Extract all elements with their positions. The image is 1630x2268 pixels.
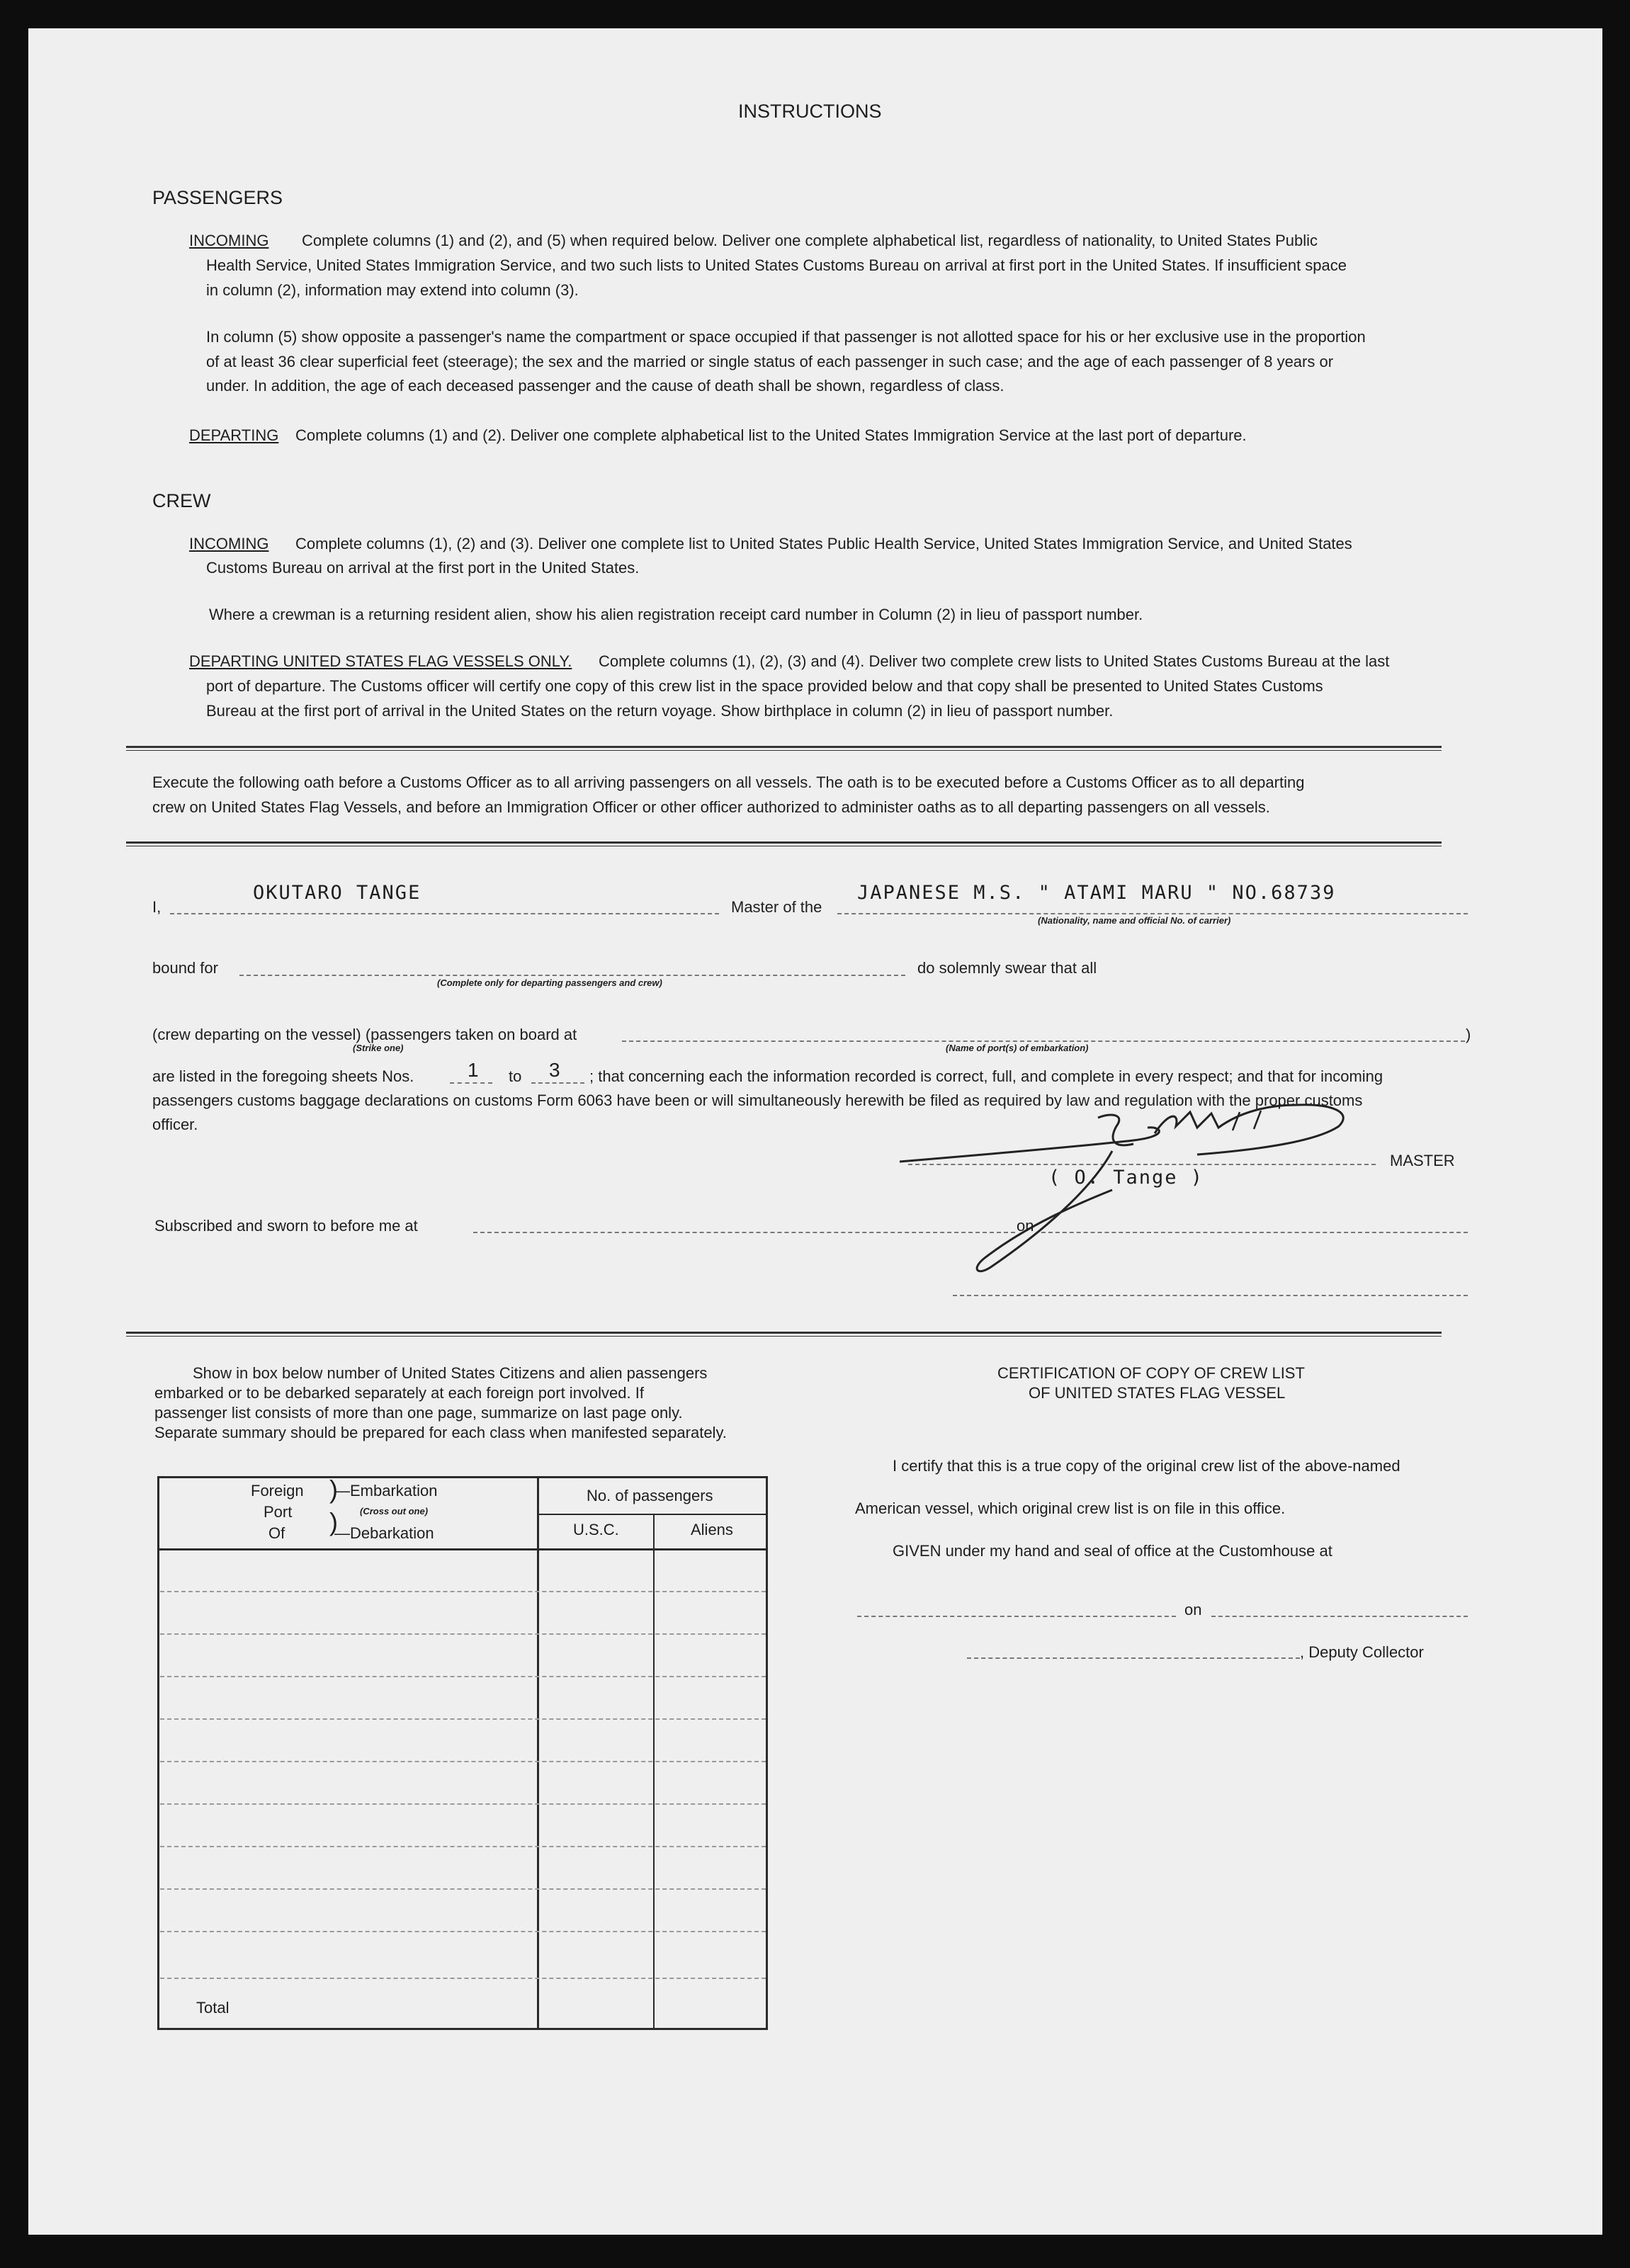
passengers-departing-text: Complete columns (1) and (2). Deliver one complete alphabetical list to the United States Immigration Service at the last port of departure.: [295, 426, 1247, 444]
bound-for-label: bound for: [152, 959, 218, 977]
crew-incoming-line: Customs Bureau on arrival at the first port in the United States.: [206, 559, 640, 577]
vessel-value: JAPANESE M.S. " ATAMI MARU " NO.68739: [857, 882, 1336, 904]
crew-departing-label: DEPARTING UNITED STATES FLAG VESSELS ONLY.: [189, 652, 572, 670]
strike-caption: (Strike one): [353, 1043, 404, 1053]
table-divider: [537, 1476, 539, 2030]
foreign-label: Foreign: [251, 1482, 304, 1499]
table-divider: [537, 1514, 768, 1515]
debarkation-label: —Debarkation: [334, 1524, 434, 1542]
brace-bottom: ): [329, 1507, 338, 1536]
certification-date-field[interactable]: [1211, 1616, 1468, 1617]
subscribed-date-field[interactable]: [1041, 1232, 1468, 1233]
to-label: to: [509, 1067, 522, 1085]
port-label: Port: [264, 1503, 293, 1521]
passengers-heading: PASSENGERS: [152, 187, 283, 208]
table-row[interactable]: [160, 1931, 766, 1932]
passengers-column5-line: under. In addition, the age of each deceased passenger and the cause of death shall be shown, regardless of class.: [206, 377, 1004, 395]
passengers-incoming-label: INCOMING: [189, 232, 269, 249]
listed-suffix: ; that concerning each the information recorded is correct, full, and complete in every respect; and that for incoming: [589, 1067, 1383, 1085]
table-row[interactable]: [160, 1803, 766, 1805]
section-rule: [126, 1332, 1442, 1337]
summary-instructions: Separate summary should be prepared for each class when manifested separately.: [154, 1424, 727, 1441]
certification-line: GIVEN under my hand and seal of office at the Customhouse at: [893, 1542, 1332, 1560]
passengers-column5-line: In column (5) show opposite a passenger's name the compartment or space occupied if that passenger is not allotted space for his or her exclusive use in the proportion: [206, 328, 1366, 346]
embarkation-port-field[interactable]: [622, 1041, 1465, 1042]
passenger-summary-table: [157, 1476, 768, 2030]
table-header-rule: [157, 1548, 768, 1550]
table-row[interactable]: [160, 1718, 766, 1720]
crew-incoming-line: Complete columns (1), (2) and (3). Deliver one complete list to United States Public Health Service, United States Immigration Service, and United States: [295, 535, 1352, 552]
oath-intro-line: crew on United States Flag Vessels, and before an Immigration Officer or other officer authorized to administer oaths as to all departing passengers on all vessels.: [152, 798, 1270, 816]
passengers-incoming-line: Health Service, United States Immigration Service, and two such lists to United States Customs Bureau on arrival at first port in the United States. If insufficient space: [206, 256, 1347, 274]
table-row[interactable]: [160, 1888, 766, 1890]
oath-line: officer.: [152, 1116, 198, 1133]
certification-title: CERTIFICATION OF COPY OF CREW LIST: [997, 1364, 1305, 1382]
oath-intro-line: Execute the following oath before a Customs Officer as to all arriving passengers on all vessels. The oath is to be executed before a Customs Officer as to all departing: [152, 773, 1305, 791]
table-row[interactable]: [160, 1978, 766, 1979]
vessel-field[interactable]: [837, 913, 1468, 914]
crew-departing-line: Complete columns (1), (2), (3) and (4). Deliver two complete crew lists to United States Customs Bureau at the last: [599, 652, 1390, 670]
master-of-label: Master of the: [731, 898, 822, 916]
passengers-column5-line: of at least 36 clear superficial feet (steerage); the sex and the married or single status of each passenger in such case; and the age of each passenger of 8 years or: [206, 353, 1334, 370]
no-passengers-header: No. of passengers: [587, 1487, 713, 1504]
bound-for-caption: (Complete only for departing passengers and crew): [437, 977, 662, 988]
sheet-to-value: 3: [549, 1059, 560, 1081]
summary-instructions: passenger list consists of more than one page, summarize on last page only.: [154, 1404, 683, 1422]
aliens-header: Aliens: [691, 1521, 733, 1538]
of-label: Of: [268, 1524, 285, 1542]
vessel-caption: (Nationality, name and official No. of carrier): [1038, 915, 1231, 926]
sheet-from-field[interactable]: [450, 1082, 492, 1084]
oath-line: passengers customs baggage declarations on customs Form 6063 have been or will simultaneously herewith be filed as required by law and regulation with the proper customs: [152, 1092, 1363, 1109]
on-label: on: [1017, 1217, 1034, 1235]
table-row[interactable]: [160, 1633, 766, 1635]
officer-signature-field[interactable]: [953, 1295, 1468, 1296]
crew-incoming-label: INCOMING: [189, 535, 269, 552]
port-caption: (Name of port(s) of embarkation): [946, 1043, 1089, 1053]
usc-header: U.S.C.: [573, 1521, 619, 1538]
section-rule: [126, 841, 1442, 846]
listed-prefix: are listed in the foregoing sheets Nos.: [152, 1067, 414, 1085]
swear-label: do solemnly swear that all: [917, 959, 1097, 977]
passengers-incoming-line: in column (2), information may extend into column (3).: [206, 281, 579, 299]
total-label: Total: [196, 1999, 230, 2017]
handwritten-signature: [900, 1084, 1381, 1275]
passengers-departing-label: DEPARTING: [189, 426, 279, 444]
crew-departing-line: port of departure. The Customs officer will certify one copy of this crew list in the space provided below and that copy shall be presented to United States Customs: [206, 677, 1323, 695]
certification-line: I certify that this is a true copy of the original crew list of the above-named: [893, 1457, 1400, 1475]
deputy-collector-label: , Deputy Collector: [1300, 1643, 1424, 1661]
bound-for-field[interactable]: [239, 975, 905, 976]
embarkation-label: —Embarkation: [334, 1482, 438, 1499]
master-name-value: OKUTARO TANGE: [253, 882, 421, 904]
close-paren: ): [1466, 1026, 1471, 1043]
table-row[interactable]: [160, 1846, 766, 1847]
master-label: MASTER: [1390, 1152, 1455, 1169]
table-row[interactable]: [160, 1676, 766, 1677]
certification-on-label: on: [1184, 1601, 1202, 1618]
table-row[interactable]: [160, 1591, 766, 1592]
crew-resident-alien-note: Where a crewman is a returning resident alien, show his alien registration receipt card number in Column (2) in lieu of passport number.: [209, 606, 1143, 623]
certification-line: American vessel, which original crew list is on file in this office.: [855, 1499, 1286, 1517]
crew-heading: CREW: [152, 490, 211, 511]
deputy-signature-field[interactable]: [967, 1657, 1300, 1659]
subscribed-place-field[interactable]: [473, 1232, 1015, 1233]
passengers-incoming-line: Complete columns (1) and (2), and (5) when required below. Deliver one complete alphabetical list, regardless of nationality, to United States Public: [302, 232, 1318, 249]
crew-passengers-label: (crew departing on the vessel) (passengers taken on board at: [152, 1026, 577, 1043]
summary-instructions: Show in box below number of United States Citizens and alien passengers: [193, 1364, 708, 1382]
section-rule: [126, 746, 1442, 751]
sheet-from-value: 1: [468, 1059, 479, 1081]
instructions-title: INSTRUCTIONS: [738, 101, 882, 122]
subscribed-label: Subscribed and sworn to before me at: [154, 1217, 418, 1235]
brace-top: ): [329, 1475, 338, 1504]
certification-title: OF UNITED STATES FLAG VESSEL: [1029, 1384, 1286, 1402]
customhouse-field[interactable]: [857, 1616, 1176, 1617]
sheet-to-field[interactable]: [531, 1082, 584, 1084]
oath-i-label: I,: [152, 898, 162, 916]
table-row[interactable]: [160, 1761, 766, 1762]
crew-departing-line: Bureau at the first port of arrival in the United States on the return voyage. Show birthplace in column (2) in lieu of passport number.: [206, 702, 1114, 720]
summary-instructions: embarked or to be debarked separately at each foreign port involved. If: [154, 1384, 644, 1402]
master-name-field[interactable]: [170, 913, 719, 914]
typed-signature: ( O. Tange ): [1048, 1167, 1204, 1189]
cross-out-caption: (Cross out one): [360, 1506, 429, 1516]
